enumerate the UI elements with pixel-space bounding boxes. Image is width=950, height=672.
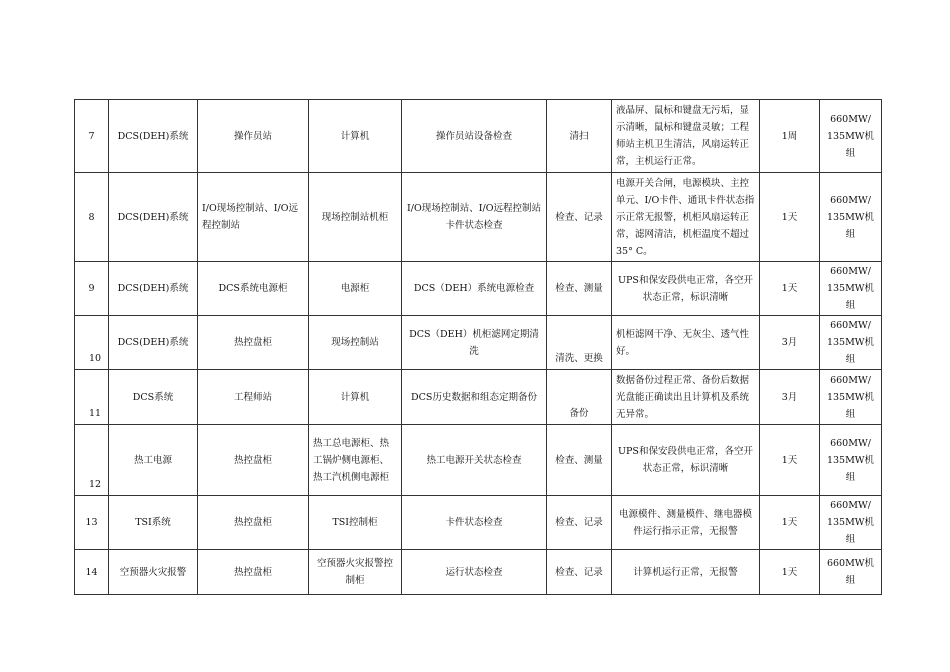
table-row	[75, 550, 882, 595]
system-cell: DCS(DEH)系统	[109, 316, 198, 370]
table-row	[75, 496, 882, 550]
cycle-cell: 1天	[760, 173, 820, 262]
maintenance-table	[74, 99, 882, 595]
system-cell: 热工电源	[109, 425, 198, 496]
method-cell: 检查、记录	[547, 496, 612, 550]
unit-cell: 660MW/ 135MW机组	[820, 316, 882, 370]
system-cell: 空预器火灾报警	[109, 550, 198, 595]
method-cell: 备份	[547, 370, 612, 425]
row-number: 8	[75, 173, 109, 262]
location-cell: DCS系统电源柜	[198, 262, 309, 316]
cycle-cell: 3月	[760, 370, 820, 425]
equipment-cell: TSI控制柜	[309, 496, 402, 550]
standard-cell: 计算机运行正常，无报警	[612, 550, 760, 595]
inspection-item-cell: DCS（DEH）系统电源检查	[402, 262, 547, 316]
inspection-item-cell: I/O现场控制站、I/O远程控制站卡件状态检查	[402, 173, 547, 262]
cycle-cell: 1天	[760, 262, 820, 316]
equipment-cell: 计算机	[309, 100, 402, 173]
location-cell: 热控盘柜	[198, 496, 309, 550]
equipment-cell: 现场控制站	[309, 316, 402, 370]
standard-cell: 机柜滤网干净、无灰尘、透气性好。	[612, 316, 760, 370]
location-cell: 热控盘柜	[198, 316, 309, 370]
system-cell: TSI系统	[109, 496, 198, 550]
inspection-item-cell: DCS历史数据和组态定期备份	[402, 370, 547, 425]
location-cell: 工程师站	[198, 370, 309, 425]
row-number: 7	[75, 100, 109, 173]
cycle-cell: 1天	[760, 425, 820, 496]
table-row	[75, 100, 882, 173]
method-cell: 检查、测量	[547, 425, 612, 496]
cycle-cell: 3月	[760, 316, 820, 370]
system-cell: DCS(DEH)系统	[109, 173, 198, 262]
cycle-cell: 1天	[760, 550, 820, 595]
standard-cell: 液晶屏、鼠标和键盘无污垢，显示清晰，鼠标和键盘灵敏；工程师站主机卫生清洁，风扇运转正常，主机运行正常。	[612, 100, 760, 173]
table-row	[75, 316, 882, 370]
cycle-cell: 1周	[760, 100, 820, 173]
standard-cell: UPS和保安段供电正常，各空开状态正常，标识清晰	[612, 262, 760, 316]
equipment-cell: 计算机	[309, 370, 402, 425]
standard-cell: UPS和保安段供电正常，各空开状态正常，标识清晰	[612, 425, 760, 496]
table-row	[75, 262, 882, 316]
method-cell: 清扫	[547, 100, 612, 173]
inspection-item-cell: DCS（DEH）机柜滤网定期清洗	[402, 316, 547, 370]
method-cell: 检查、记录	[547, 173, 612, 262]
method-cell: 清洗、更换	[547, 316, 612, 370]
row-number: 11	[75, 370, 109, 425]
equipment-cell: 现场控制站机柜	[309, 173, 402, 262]
unit-cell: 660MW/ 135MW机组	[820, 425, 882, 496]
row-number: 14	[75, 550, 109, 595]
inspection-item-cell: 热工电源开关状态检查	[402, 425, 547, 496]
row-number: 12	[75, 425, 109, 496]
system-cell: DCS(DEH)系统	[109, 262, 198, 316]
row-number: 9	[75, 262, 109, 316]
system-cell: DCS系统	[109, 370, 198, 425]
inspection-item-cell: 卡件状态检查	[402, 496, 547, 550]
standard-cell: 电源开关合闸，电源模块、主控单元、I/O卡件、通讯卡件状态指示正常无报警，机柜风扇运转正常，滤网清洁，机柜温度不超过35° C。	[612, 173, 760, 262]
unit-cell: 660MW/ 135MW机组	[820, 496, 882, 550]
location-cell: 热控盘柜	[198, 550, 309, 595]
equipment-cell: 电源柜	[309, 262, 402, 316]
method-cell: 检查、测量	[547, 262, 612, 316]
unit-cell: 660MW/ 135MW机组	[820, 100, 882, 173]
row-number: 13	[75, 496, 109, 550]
cycle-cell: 1天	[760, 496, 820, 550]
unit-cell: 660MW/ 135MW机组	[820, 173, 882, 262]
inspection-item-cell: 运行状态检查	[402, 550, 547, 595]
location-cell: I/O现场控制站、I/O远程控制站	[198, 173, 309, 262]
standard-cell: 数据备份过程正常、备份后数据光盘能正确读出且计算机及系统无异常。	[612, 370, 760, 425]
unit-cell: 660MW机组	[820, 550, 882, 595]
equipment-cell: 空预器火灾报警控制柜	[309, 550, 402, 595]
table-row	[75, 425, 882, 496]
location-cell: 热控盘柜	[198, 425, 309, 496]
row-number: 10	[75, 316, 109, 370]
table-row	[75, 173, 882, 262]
table-row	[75, 370, 882, 425]
method-cell: 检查、记录	[547, 550, 612, 595]
unit-cell: 660MW/ 135MW机组	[820, 262, 882, 316]
unit-cell: 660MW/ 135MW机组	[820, 370, 882, 425]
location-cell: 操作员站	[198, 100, 309, 173]
equipment-cell: 热工总电源柜、热工锅炉侧电源柜、热工汽机侧电源柜	[309, 425, 402, 496]
standard-cell: 电源模件、测量模件、继电器模件运行指示正常，无报警	[612, 496, 760, 550]
inspection-item-cell: 操作员站设备检查	[402, 100, 547, 173]
system-cell: DCS(DEH)系统	[109, 100, 198, 173]
